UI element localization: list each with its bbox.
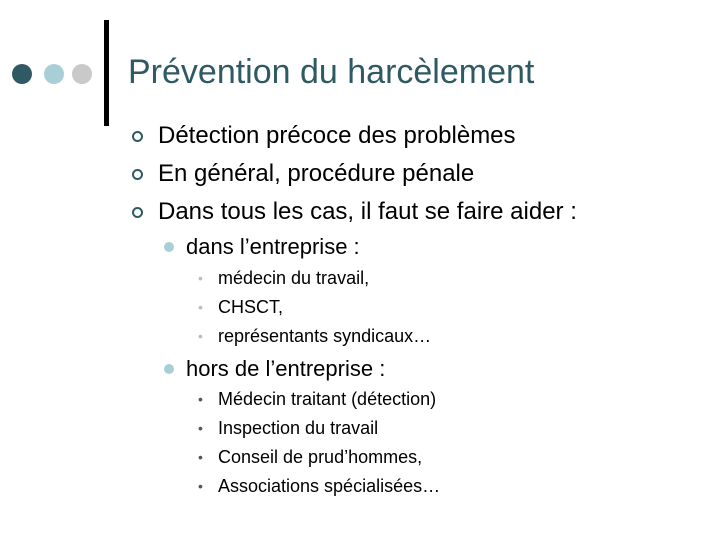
dark-dot-icon — [12, 64, 32, 84]
list-item-text: Inspection du travail — [218, 418, 379, 438]
list-item — [198, 388, 437, 410]
list-item — [198, 475, 441, 497]
light-dot-icon — [44, 64, 64, 84]
small-dot-bullet-icon: • — [198, 391, 203, 407]
small-dot-bullet-icon: • — [198, 449, 203, 465]
bullet-text: Dans tous les cas, il faut se faire aider : — [158, 198, 577, 225]
small-dot-bullet-icon: • — [198, 299, 203, 315]
bullet-item — [158, 122, 516, 150]
sub-heading-text: dans l’entreprise : — [186, 234, 360, 259]
dot-bullet-icon — [164, 242, 174, 252]
grey-dot-icon — [72, 64, 92, 84]
list-item-text: Médecin traitant (détection) — [218, 389, 437, 409]
list-item — [198, 296, 284, 318]
bullet-item — [158, 160, 474, 188]
bullet-text: En général, procédure pénale — [158, 160, 475, 187]
decorative-dots — [8, 64, 98, 84]
list-item — [198, 417, 379, 439]
title-divider — [104, 20, 109, 126]
sub-heading-outside — [186, 356, 385, 382]
small-dot-bullet-icon: • — [198, 420, 203, 436]
list-item — [198, 267, 370, 289]
list-item-text: Conseil de prud’hommes, — [218, 447, 423, 467]
list-item-text: représentants syndicaux… — [218, 326, 432, 346]
small-dot-bullet-icon: • — [198, 328, 203, 344]
page-title: Prévention du harcèlement — [128, 53, 535, 91]
small-dot-bullet-icon: • — [198, 270, 203, 286]
list-item-text: Associations spécialisées… — [218, 476, 441, 496]
list-item — [198, 325, 432, 347]
sub-heading-text: hors de l’entreprise : — [186, 356, 386, 381]
list-item-text: médecin du travail, — [218, 268, 370, 288]
dot-bullet-icon — [164, 364, 174, 374]
bullet-item — [158, 198, 577, 226]
bullet-text: Détection précoce des problèmes — [158, 122, 516, 149]
list-item — [198, 446, 423, 468]
sub-heading-inside — [186, 234, 360, 260]
small-dot-bullet-icon: • — [198, 478, 203, 494]
list-item-text: CHSCT, — [218, 297, 284, 317]
